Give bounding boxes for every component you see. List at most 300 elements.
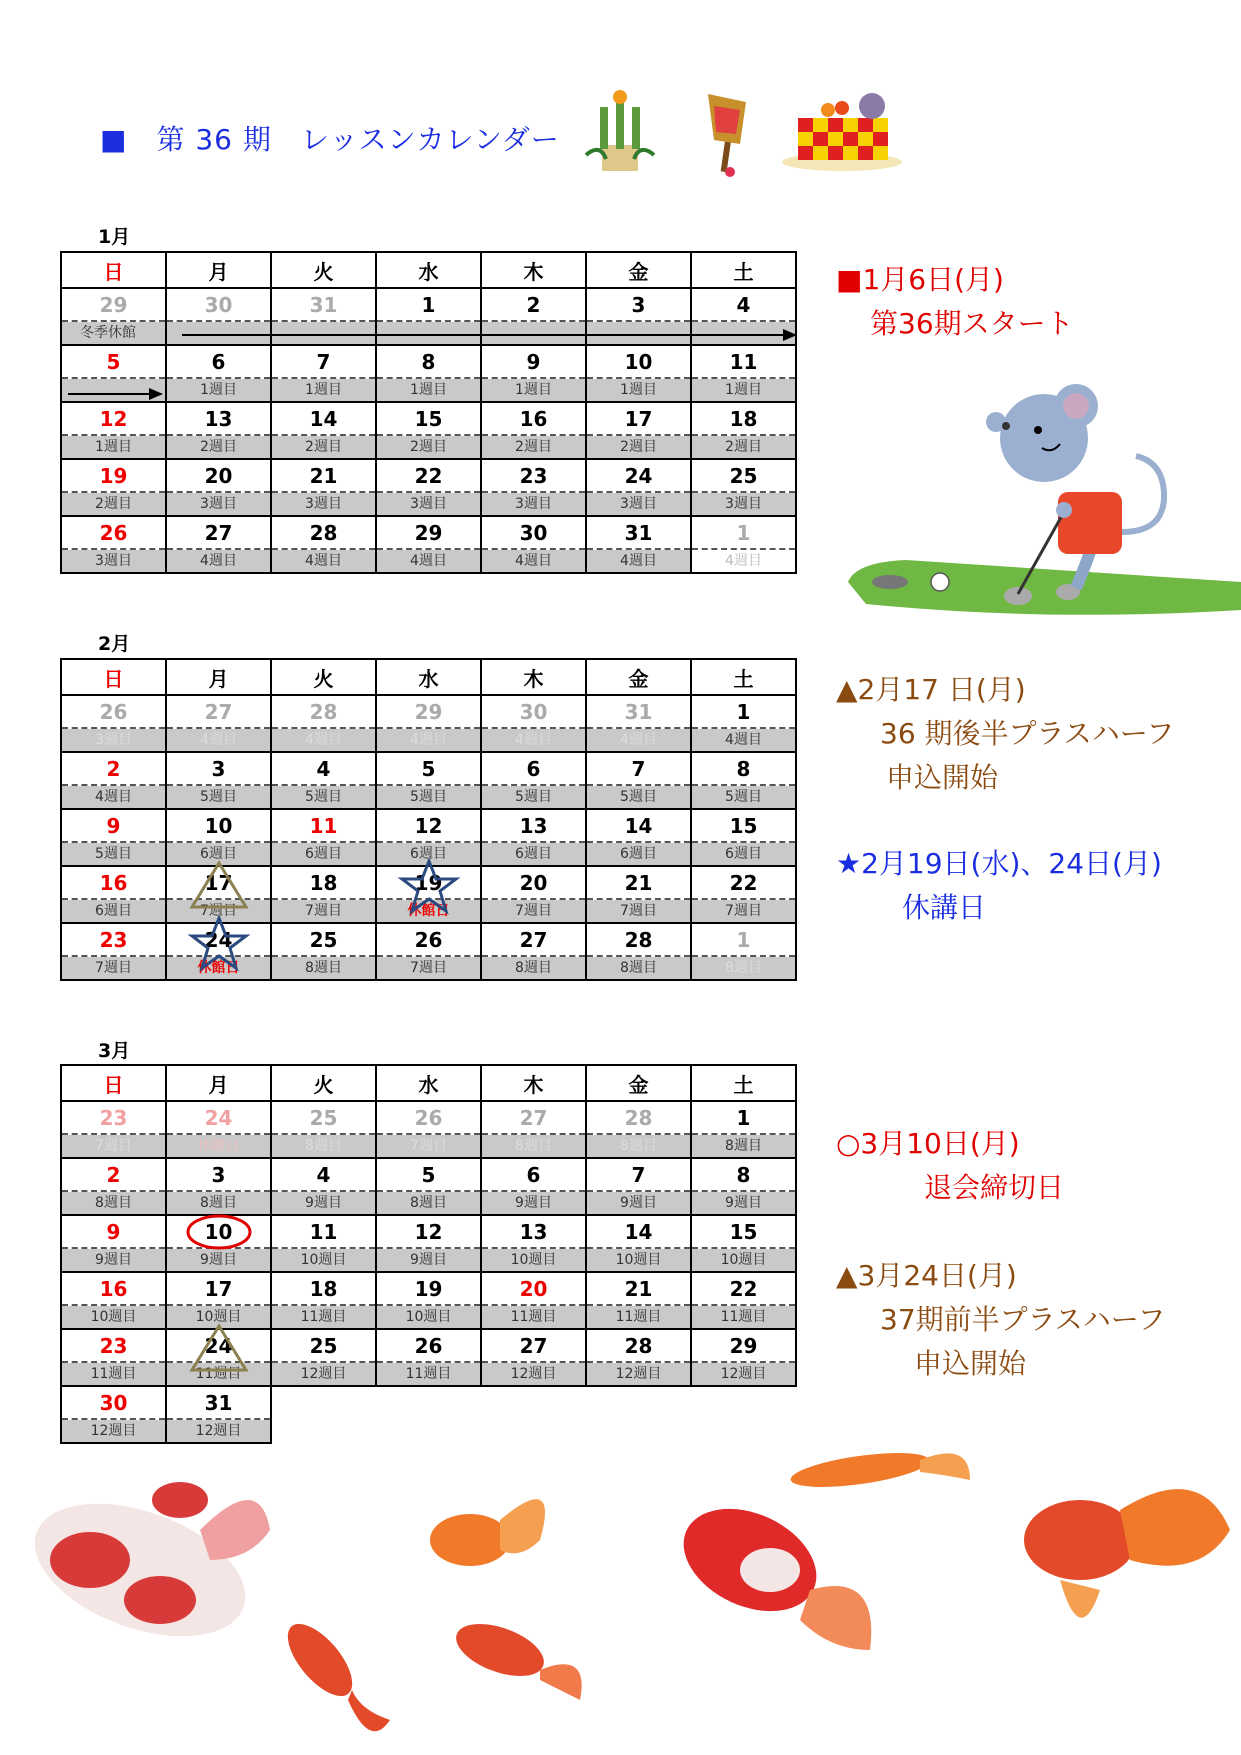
calendar-week-row — [61, 459, 796, 516]
day-number: 13 — [482, 1216, 585, 1249]
calendar-day-cell — [481, 345, 586, 402]
calendar-week-row — [61, 1386, 796, 1443]
calendar-day-cell — [481, 1272, 586, 1329]
lesson-week-label: 4週目 — [482, 550, 585, 572]
lesson-week-label: 休館日 — [377, 900, 480, 922]
calendar-day-cell — [691, 695, 796, 752]
day-number: 14 — [587, 1216, 690, 1249]
empty-cell — [691, 1386, 796, 1443]
day-number: 1 — [377, 289, 480, 322]
closure-arrow-1 — [180, 328, 800, 342]
lesson-week-label: 12週目 — [692, 1363, 795, 1385]
day-number: 3 — [167, 753, 270, 786]
lesson-week-label: 冬季休館 — [62, 322, 165, 344]
calendar-day-cell — [166, 695, 271, 752]
day-number: 25 — [692, 460, 795, 493]
lesson-week-label: 休館日 — [167, 1135, 270, 1157]
calendar-day-cell — [166, 459, 271, 516]
calendar-day-cell — [61, 1101, 166, 1158]
lesson-week-label: 8週目 — [272, 957, 375, 979]
lesson-week-label: 11週目 — [482, 1306, 585, 1328]
day-number: 20 — [482, 867, 585, 900]
day-number: 29 — [692, 1330, 795, 1363]
goldfish-illustration — [0, 1450, 1241, 1755]
lesson-week-label: 9週目 — [377, 1249, 480, 1271]
calendar-day-cell — [61, 1272, 166, 1329]
lesson-week-label: 9週目 — [272, 1192, 375, 1214]
calendar-day-cell — [586, 809, 691, 866]
day-number: 9 — [62, 1216, 165, 1249]
day-number: 4 — [272, 1159, 375, 1192]
day-number: 28 — [587, 1330, 690, 1363]
calendar-day-cell — [691, 1329, 796, 1386]
calendar-day-cell — [166, 1101, 271, 1158]
calendar-day-cell — [61, 459, 166, 516]
lesson-week-label: 8週目 — [587, 1135, 690, 1157]
lesson-week-label: 12週目 — [62, 1420, 165, 1442]
lesson-week-label: 12週目 — [272, 1363, 375, 1385]
day-number: 30 — [167, 289, 270, 322]
calendar-day-cell — [376, 459, 481, 516]
calendar-day-cell — [376, 695, 481, 752]
day-number: 28 — [587, 1102, 690, 1135]
calendar-day-cell — [691, 809, 796, 866]
page-title: ■ 第 36 期 レッスンカレンダー — [100, 123, 560, 156]
calendar-day-cell — [586, 516, 691, 573]
lesson-week-label: 12週目 — [482, 1363, 585, 1385]
calendar-day-cell — [61, 1329, 166, 1386]
day-number: 18 — [272, 1273, 375, 1306]
calendar-day-cell — [481, 1158, 586, 1215]
lesson-week-label: 6週目 — [377, 843, 480, 865]
weekday-header: 土 — [691, 252, 796, 288]
day-number: 8 — [692, 1159, 795, 1192]
weekday-header: 火 — [271, 659, 376, 695]
calendar-day-cell — [166, 809, 271, 866]
lesson-week-label: 3週目 — [272, 493, 375, 515]
calendar-day-cell — [61, 1158, 166, 1215]
lesson-week-label: 8週目 — [167, 1192, 270, 1214]
weekday-header: 金 — [586, 659, 691, 695]
calendar-day-cell — [271, 1215, 376, 1272]
day-number: 5 — [62, 346, 165, 379]
calendar-day-cell — [61, 809, 166, 866]
day-number: 21 — [587, 867, 690, 900]
calendar-day-cell — [376, 809, 481, 866]
day-number: 26 — [377, 924, 480, 957]
calendar-day-cell — [61, 288, 166, 345]
calendar-day-cell — [166, 345, 271, 402]
lesson-week-label: 5週目 — [377, 786, 480, 808]
calendar-week-row — [61, 923, 796, 980]
day-number: 2 — [482, 289, 585, 322]
day-number: 12 — [377, 810, 480, 843]
lesson-week-label: 8週目 — [692, 1135, 795, 1157]
lesson-week-label: 2週目 — [167, 436, 270, 458]
day-number: 21 — [272, 460, 375, 493]
lesson-week-label: 6週目 — [482, 843, 585, 865]
lesson-week-label: 5週目 — [272, 786, 375, 808]
calendar-day-cell — [376, 1272, 481, 1329]
day-number: 10 — [167, 810, 270, 843]
lesson-week-label: 8週目 — [692, 957, 795, 979]
calendar-day-cell — [271, 752, 376, 809]
note-mar-plus: ▲3月24日(月) 37期前半プラスハーフ 申込開始 — [836, 1259, 1166, 1380]
calendar-day-cell — [586, 402, 691, 459]
calendar-day-cell — [376, 752, 481, 809]
day-number: 31 — [167, 1387, 270, 1420]
mouse-golf-illustration — [846, 382, 1241, 622]
lesson-week-label: 5週目 — [167, 786, 270, 808]
closure-arrow-2 — [66, 387, 166, 401]
day-number: 18 — [272, 867, 375, 900]
calendar-day-cell — [271, 345, 376, 402]
calendar-day-cell — [271, 459, 376, 516]
calendar-day-cell — [376, 1158, 481, 1215]
weekday-header: 月 — [166, 1065, 271, 1101]
calendar-day-cell — [271, 516, 376, 573]
lesson-week-label: 10週目 — [482, 1249, 585, 1271]
calendar-day-cell — [166, 516, 271, 573]
day-number: 30 — [482, 517, 585, 550]
calendar-day-cell — [166, 1272, 271, 1329]
empty-cell — [271, 1386, 376, 1443]
lesson-week-label: 8週目 — [482, 957, 585, 979]
calendar-day-cell — [271, 809, 376, 866]
day-number: 29 — [377, 696, 480, 729]
lesson-week-label: 6週目 — [587, 843, 690, 865]
lesson-week-label: 4週目 — [692, 550, 795, 572]
empty-cell — [586, 1386, 691, 1443]
day-number: 16 — [482, 403, 585, 436]
day-number: 26 — [377, 1330, 480, 1363]
hagoita-illustration — [700, 88, 756, 180]
day-number: 24 — [167, 1102, 270, 1135]
empty-cell — [481, 1386, 586, 1443]
day-number: 28 — [587, 924, 690, 957]
lesson-week-label: 11週目 — [272, 1306, 375, 1328]
day-number: 8 — [692, 753, 795, 786]
lesson-week-label: 4週目 — [167, 729, 270, 751]
lesson-week-label: 4週目 — [272, 550, 375, 572]
lesson-week-label: 6週目 — [692, 843, 795, 865]
lesson-week-label: 6週目 — [167, 843, 270, 865]
lesson-week-label: 7週目 — [167, 900, 270, 922]
lesson-week-label: 7週目 — [482, 900, 585, 922]
note-feb-closed: ★2月19日(水)、24日(月) 休講日 — [836, 847, 1162, 924]
day-number: 11 — [272, 810, 375, 843]
day-number: 4 — [272, 753, 375, 786]
calendar-week-row — [61, 402, 796, 459]
day-number: 10 — [167, 1216, 270, 1249]
calendar-day-cell — [586, 1215, 691, 1272]
day-number: 1 — [692, 1102, 795, 1135]
calendar-day-cell — [61, 695, 166, 752]
day-number: 23 — [482, 460, 585, 493]
calendar-day-cell — [61, 923, 166, 980]
calendar-day-cell — [586, 345, 691, 402]
day-number: 14 — [587, 810, 690, 843]
day-number: 16 — [62, 867, 165, 900]
calendar-day-cell — [271, 1329, 376, 1386]
lesson-week-label: 11週目 — [377, 1363, 480, 1385]
osechi-illustration — [780, 82, 905, 172]
day-number: 23 — [62, 924, 165, 957]
calendar-day-cell — [481, 809, 586, 866]
calendar-day-cell — [166, 923, 271, 980]
day-number: 22 — [692, 1273, 795, 1306]
calendar-day-cell — [271, 1101, 376, 1158]
calendar-day-cell — [166, 752, 271, 809]
day-number: 17 — [587, 403, 690, 436]
day-number: 2 — [62, 753, 165, 786]
lesson-week-label: 7週目 — [692, 900, 795, 922]
lesson-week-label: 7週目 — [377, 957, 480, 979]
lesson-week-label: 9週目 — [482, 1192, 585, 1214]
day-number: 25 — [272, 924, 375, 957]
weekday-header: 木 — [481, 1065, 586, 1101]
lesson-week-label: 2週目 — [482, 436, 585, 458]
calendar-february — [60, 658, 797, 981]
day-number: 31 — [272, 289, 375, 322]
lesson-week-label: 5週目 — [692, 786, 795, 808]
lesson-week-label: 1週目 — [272, 379, 375, 401]
calendar-day-cell — [586, 923, 691, 980]
month-label-jan: 1月 — [98, 226, 131, 248]
day-number: 19 — [377, 867, 480, 900]
calendar-day-cell — [271, 1158, 376, 1215]
day-number: 31 — [587, 517, 690, 550]
weekday-header: 水 — [376, 659, 481, 695]
day-number: 23 — [62, 1330, 165, 1363]
lesson-week-label: 6週目 — [272, 843, 375, 865]
calendar-week-row — [61, 1329, 796, 1386]
lesson-week-label: 11週目 — [167, 1363, 270, 1385]
calendar-day-cell — [166, 1386, 271, 1443]
day-number: 25 — [272, 1102, 375, 1135]
day-number: 29 — [377, 517, 480, 550]
day-number: 19 — [377, 1273, 480, 1306]
lesson-week-label: 7週目 — [62, 1135, 165, 1157]
calendar-day-cell — [376, 516, 481, 573]
day-number: 26 — [377, 1102, 480, 1135]
month-label-feb: 2月 — [98, 633, 131, 655]
lesson-week-label: 2週目 — [692, 436, 795, 458]
lesson-week-label: 10週目 — [587, 1249, 690, 1271]
lesson-week-label: 1週目 — [377, 379, 480, 401]
day-number: 1 — [692, 924, 795, 957]
calendar-day-cell — [691, 1101, 796, 1158]
calendar-day-cell — [586, 459, 691, 516]
day-number: 8 — [377, 346, 480, 379]
lesson-week-label: 3週目 — [692, 493, 795, 515]
day-number: 6 — [482, 753, 585, 786]
calendar-day-cell — [271, 923, 376, 980]
weekday-header: 日 — [61, 659, 166, 695]
day-number: 13 — [482, 810, 585, 843]
calendar-day-cell — [376, 402, 481, 459]
lesson-week-label: 1週目 — [692, 379, 795, 401]
lesson-week-label: 10週目 — [692, 1249, 795, 1271]
lesson-week-label: 1週目 — [587, 379, 690, 401]
lesson-week-label: 4週目 — [587, 729, 690, 751]
calendar-day-cell — [481, 516, 586, 573]
calendar-day-cell — [271, 866, 376, 923]
lesson-week-label: 8週目 — [587, 957, 690, 979]
day-number: 18 — [692, 403, 795, 436]
month-label-mar: 3月 — [98, 1040, 131, 1062]
day-number: 28 — [272, 517, 375, 550]
day-number: 27 — [482, 1330, 585, 1363]
lesson-week-label: 5週目 — [62, 843, 165, 865]
calendar-day-cell — [481, 1101, 586, 1158]
day-number: 13 — [167, 403, 270, 436]
weekday-header: 水 — [376, 1065, 481, 1101]
day-number: 23 — [62, 1102, 165, 1135]
calendar-day-cell — [61, 1386, 166, 1443]
calendar-day-cell — [481, 402, 586, 459]
lesson-week-label: 11週目 — [62, 1363, 165, 1385]
lesson-week-label: 1週目 — [167, 379, 270, 401]
lesson-week-label: 4週目 — [587, 550, 690, 572]
day-number: 20 — [482, 1273, 585, 1306]
calendar-day-cell — [376, 1215, 481, 1272]
calendar-week-row — [61, 1272, 796, 1329]
day-number: 5 — [377, 753, 480, 786]
lesson-week-label: 9週目 — [587, 1192, 690, 1214]
day-number: 1 — [692, 696, 795, 729]
day-number: 15 — [377, 403, 480, 436]
day-number: 9 — [482, 346, 585, 379]
calendar-january — [60, 251, 797, 574]
day-number: 15 — [692, 1216, 795, 1249]
day-number: 27 — [482, 924, 585, 957]
calendar-day-cell — [61, 1215, 166, 1272]
lesson-week-label: 12週目 — [587, 1363, 690, 1385]
day-number: 4 — [692, 289, 795, 322]
day-number: 30 — [482, 696, 585, 729]
weekday-header: 土 — [691, 659, 796, 695]
lesson-week-label: 8週目 — [482, 1135, 585, 1157]
day-number: 2 — [62, 1159, 165, 1192]
calendar-week-row — [61, 1158, 796, 1215]
calendar-day-cell — [586, 866, 691, 923]
calendar-day-cell — [61, 516, 166, 573]
day-number: 24 — [167, 924, 270, 957]
calendar-day-cell — [691, 459, 796, 516]
weekday-header: 木 — [481, 659, 586, 695]
calendar-day-cell — [691, 923, 796, 980]
lesson-week-label: 4週目 — [692, 729, 795, 751]
calendar-day-cell — [376, 1101, 481, 1158]
lesson-week-label: 7週目 — [62, 957, 165, 979]
lesson-week-label: 5週目 — [587, 786, 690, 808]
day-number: 27 — [167, 517, 270, 550]
lesson-week-label: 4週目 — [167, 550, 270, 572]
lesson-week-label: 7週目 — [272, 900, 375, 922]
lesson-week-label: 11週目 — [587, 1306, 690, 1328]
lesson-week-label: 10週目 — [62, 1306, 165, 1328]
day-number: 24 — [587, 460, 690, 493]
lesson-week-label: 4週目 — [62, 786, 165, 808]
lesson-week-label: 9週目 — [167, 1249, 270, 1271]
calendar-day-cell — [376, 866, 481, 923]
calendar-day-cell — [271, 695, 376, 752]
lesson-week-label: 9週目 — [62, 1249, 165, 1271]
lesson-week-label: 8週目 — [272, 1135, 375, 1157]
day-number: 20 — [167, 460, 270, 493]
day-number: 3 — [587, 289, 690, 322]
day-number: 27 — [482, 1102, 585, 1135]
day-number: 30 — [62, 1387, 165, 1420]
day-number: 24 — [167, 1330, 270, 1363]
calendar-day-cell — [586, 752, 691, 809]
calendar-day-cell — [376, 345, 481, 402]
lesson-week-label: 2週目 — [377, 436, 480, 458]
day-number: 26 — [62, 696, 165, 729]
calendar-day-cell — [586, 1101, 691, 1158]
calendar-day-cell — [166, 402, 271, 459]
day-number: 1 — [692, 517, 795, 550]
calendar-day-cell — [271, 1272, 376, 1329]
lesson-week-label: 4週目 — [377, 550, 480, 572]
lesson-week-label: 3週目 — [587, 493, 690, 515]
day-number: 15 — [692, 810, 795, 843]
calendar-day-cell — [586, 695, 691, 752]
day-number: 31 — [587, 696, 690, 729]
calendar-week-row — [61, 345, 796, 402]
lesson-week-label: 3週目 — [62, 729, 165, 751]
day-number: 12 — [62, 403, 165, 436]
calendar-day-cell — [481, 459, 586, 516]
calendar-day-cell — [61, 866, 166, 923]
calendar-day-cell — [586, 1158, 691, 1215]
empty-cell — [376, 1386, 481, 1443]
calendar-week-row — [61, 516, 796, 573]
kadomatsu-illustration — [580, 85, 660, 175]
calendar-day-cell — [376, 923, 481, 980]
lesson-week-label: 3週目 — [167, 493, 270, 515]
day-number: 14 — [272, 403, 375, 436]
day-number: 21 — [587, 1273, 690, 1306]
calendar-day-cell — [691, 345, 796, 402]
weekday-header: 木 — [481, 252, 586, 288]
lesson-week-label: 7週目 — [587, 900, 690, 922]
lesson-week-label: 3週目 — [62, 550, 165, 572]
weekday-header: 水 — [376, 252, 481, 288]
calendar-day-cell — [691, 752, 796, 809]
calendar-day-cell — [691, 402, 796, 459]
calendar-day-cell — [166, 1329, 271, 1386]
lesson-week-label: 8週目 — [62, 1192, 165, 1214]
lesson-week-label: 11週目 — [692, 1306, 795, 1328]
calendar-day-cell — [481, 1215, 586, 1272]
calendar-day-cell — [166, 1158, 271, 1215]
day-number: 25 — [272, 1330, 375, 1363]
calendar-day-cell — [481, 1329, 586, 1386]
note-jan-start: ■1月6日(月) 第36期スタート — [836, 263, 1074, 340]
weekday-header: 金 — [586, 252, 691, 288]
lesson-week-label: 9週目 — [692, 1192, 795, 1214]
calendar-day-cell — [376, 1329, 481, 1386]
weekday-header: 火 — [271, 252, 376, 288]
note-mar-cancel: ○3月10日(月) 退会締切日 — [836, 1127, 1065, 1204]
day-number: 11 — [692, 346, 795, 379]
calendar-day-cell — [586, 1272, 691, 1329]
day-number: 28 — [272, 696, 375, 729]
weekday-header: 月 — [166, 252, 271, 288]
calendar-week-row — [61, 752, 796, 809]
